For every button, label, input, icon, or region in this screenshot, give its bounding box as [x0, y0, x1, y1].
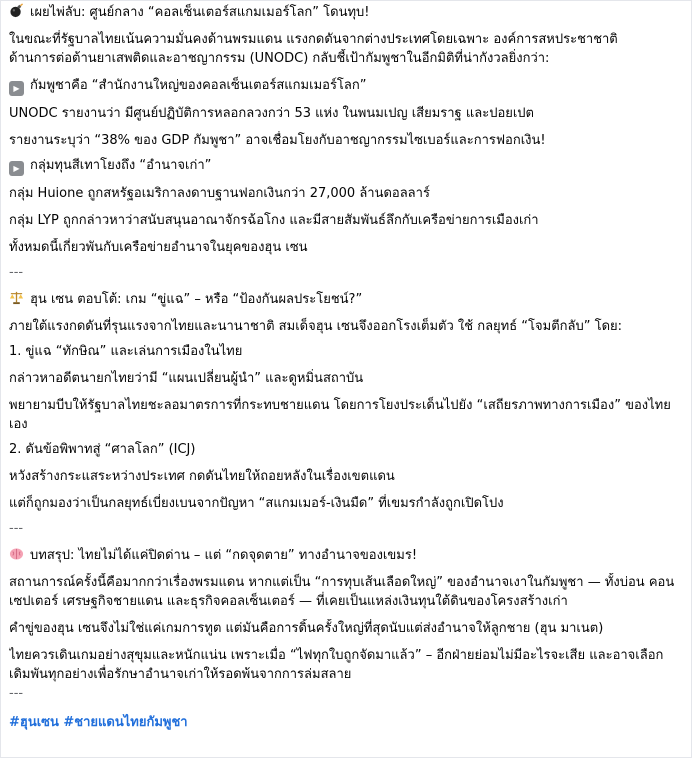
body-line: พยายามบีบให้รัฐบาลไทยชะลอมาตรการที่กระทบชายแดน โดยการโยงประเด็นไปยัง “เสถียรภาพทางการเมือง” ของไทยเอง — [9, 398, 671, 432]
body-line: ภายใต้แรงกดดันที่รุนแรงจากไทยและนานาชาติ สมเด็จฮุน เซนจึงออกโรงเต็มตัว ใช้ กลยุทธ์ “โจมตีกลับ” โดย: — [9, 319, 623, 334]
intro-line: ในขณะที่รัฐบาลไทยเน้นความมั่นคงด้านพรมแดน แรงกดดันจากต่างประเทศโดยเฉพาะ องค์การสหประชาชาติ — [9, 32, 618, 47]
body-line: กลุ่ม Huione ถูกสหรัฐอเมริกาลงดาบฐานฟอกเงินกว่า 27,000 ล้านดอลลาร์ — [9, 186, 430, 201]
numbered-point: 2. ดันข้อพิพาทสู่ “ศาลโลก” (ICJ) — [9, 442, 196, 457]
body-line: กล่าวหาอดีตนายกไทยว่ามี “แผนเปลี่ยนผู้นำ” และดูหมิ่นสถาบัน — [9, 371, 364, 386]
body-line: ทั้งหมดนี้เกี่ยวพันกับเครือข่ายอำนาจในยุคของฮุน เซน — [9, 240, 308, 255]
body-line: หวังสร้างกระแสระหว่างประเทศ กดดันไทยให้ถอยหลังในเรื่องเขตแดน — [9, 469, 395, 484]
body-line: คำขู่ของฮุน เซนจึงไม่ใช่แค่เกมการทูต แต่มันคือการดิ้นครั้งใหญ่ที่สุดนับแต่ส่งอำนาจให้ลูกชาย (ฮุน มาเนต) — [9, 621, 604, 636]
hashtag-link[interactable]: #ฮุนเซน — [9, 715, 59, 730]
post-title: เผยไพ่ลับ: ศูนย์กลาง “คอลเซ็นเตอร์สแกมเมอร์โลก” โดนทุบ! — [30, 5, 370, 20]
brain-icon — [9, 546, 24, 561]
section-heading: บทสรุป: ไทยไม่ได้แค่ปิดด่าน – แต่ “กดจุดตาย” ทางอำนาจของเขมร! — [9, 546, 683, 565]
post-title-line — [9, 3, 683, 22]
numbered-point: 1. ขู่แฉ “ทักษิณ” และเล่นการเมืองในไทย — [9, 344, 243, 359]
separator: --- — [9, 265, 24, 280]
hashtag-link[interactable]: #ชายแดนไทยกัมพูชา — [63, 715, 188, 730]
section-heading: ▶ กลุ่มทุนสีเทาโยงถึง “อำนาจเก่า” — [9, 156, 683, 176]
body-line: UNODC รายงานว่า มีศูนย์ปฏิบัติการหลอกลวงกว่า 53 แห่ง ในพนมเปญ เสียมราฐ และปอยเปต — [9, 106, 535, 121]
body-line: รายงานระบุว่า “38% ของ GDP กัมพูชา” อาจเชื่อมโยงกับอาชญากรรมไซเบอร์และการฟอกเงิน! — [9, 133, 546, 148]
hashtag-list — [9, 713, 683, 732]
bomb-icon — [9, 3, 24, 18]
play-button-icon: ▶ — [9, 81, 24, 96]
body-line: ไทยควรเดินเกมอย่างสุขุมและหนักแน่น เพราะเมื่อ “ไฟทุกใบถูกจัดมาแล้ว” – อีกฝ่ายย่อมไม่มีอะไรจะเสีย และอาจเลือกเดิมพันทุกอย่างเพื่อรักษาอำนาจเก่าให้รอดพ้นจากการล่มสลาย — [9, 648, 664, 682]
intro-line: ด้านการต่อต้านยาเสพติดและอาชญากรรม (UNODC) กลับชี้เป้ากัมพูชาในอีกมิติที่น่ากังวลยิ่งกว่า: — [9, 51, 550, 66]
body-line: กลุ่ม LYP ถูกกล่าวหาว่าสนับสนุนอาณาจักรฉ้อโกง และมีสายสัมพันธ์ลึกกับเครือข่ายการเมืองเก่า — [9, 213, 539, 228]
section-heading: ฮุน เซน ตอบโต้: เกม “ขู่แฉ” – หรือ “ป้องกันผลประโยชน์?” — [9, 290, 683, 309]
body-line: แต่ก็ถูกมองว่าเป็นกลยุทธ์เบี่ยงเบนจากปัญหา “สแกมเมอร์-เงินมืด” ที่เขมรกำลังถูกเปิดโปง — [9, 496, 504, 511]
play-button-icon: ▶ — [9, 161, 24, 176]
section-heading: ▶ กัมพูชาคือ “สำนักงานใหญ่ของคอลเซ็นเตอร์สแกมเมอร์โลก” — [9, 76, 683, 96]
scales-icon — [9, 290, 24, 305]
separator: --- — [9, 686, 24, 701]
body-line: สถานการณ์ครั้งนี้คือมากกว่าเรื่องพรมแดน หากแต่เป็น “การทุบเส้นเลือดใหญ่” ของอำนาจเงาในกัมพูชา — ทั้งบ่อน คอนเซปเตอร์ เศรษฐกิจชายแดน และธุรกิจคอลเซ็นเตอร์ — ที่เคยเป็นแหล่งเงินทุนใต้ดินของโครงสร้างเก่า — [9, 575, 675, 609]
separator: --- — [9, 521, 24, 536]
